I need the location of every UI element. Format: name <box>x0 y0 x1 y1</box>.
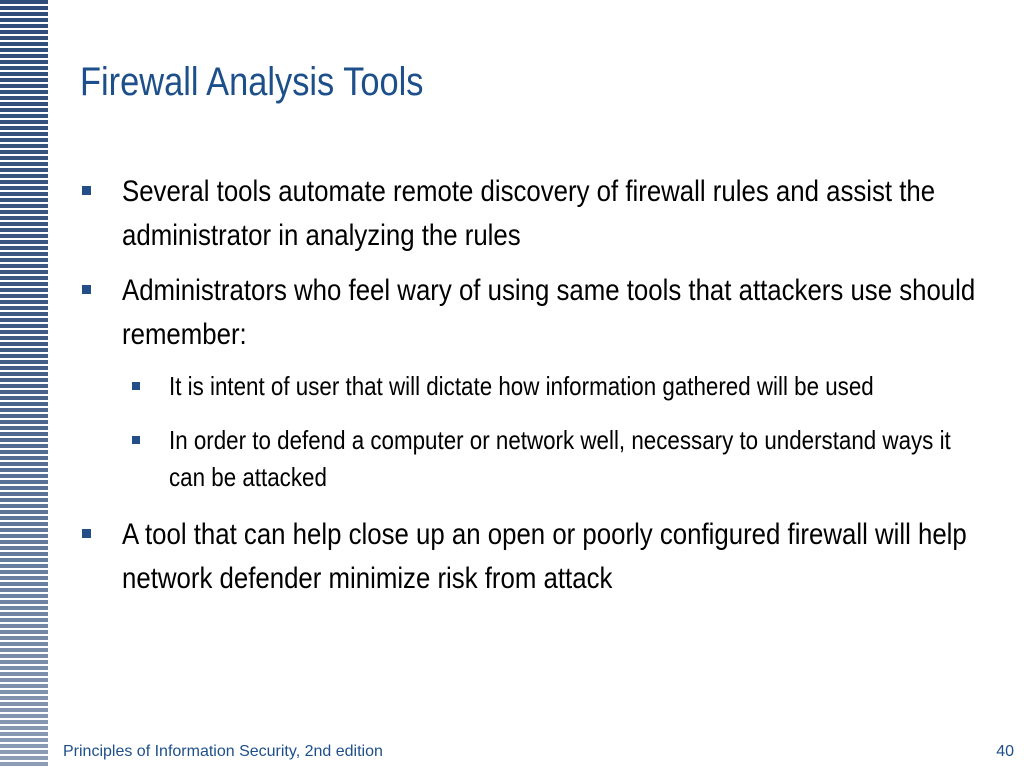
slide-content <box>82 170 1017 612</box>
bullet-text: Several tools automate remote discovery of firewall rules and assist the administrator in analyzing the rules <box>122 175 936 252</box>
bullet-item <box>82 269 1017 357</box>
bullet-item <box>82 513 1017 601</box>
square-bullet-icon <box>82 186 91 195</box>
square-bullet-icon <box>132 382 140 390</box>
footer-course-title: Principles of Information Security, 2nd edition <box>63 743 383 760</box>
slide-title: Firewall Analysis Tools <box>80 60 424 104</box>
square-bullet-icon <box>82 529 91 538</box>
sub-bullet-item <box>132 422 1017 496</box>
bullet-text: A tool that can help close up an open or poorly configured firewall will help network defender minimize risk from attack <box>122 518 967 595</box>
footer-page-number: 40 <box>996 743 1014 760</box>
square-bullet-icon <box>132 436 140 444</box>
bullet-item <box>82 170 1017 258</box>
side-stripe-fade <box>0 0 48 768</box>
bullet-text: Administrators who feel wary of using same tools that attackers use should remember: <box>122 274 976 351</box>
sub-bullet-item <box>132 368 1017 405</box>
sub-bullet-text: It is intent of user that will dictate how information gathered will be used <box>169 371 874 401</box>
square-bullet-icon <box>82 285 91 294</box>
sub-bullet-text: In order to defend a computer or network well, necessary to understand ways it can be attacked <box>169 425 951 492</box>
